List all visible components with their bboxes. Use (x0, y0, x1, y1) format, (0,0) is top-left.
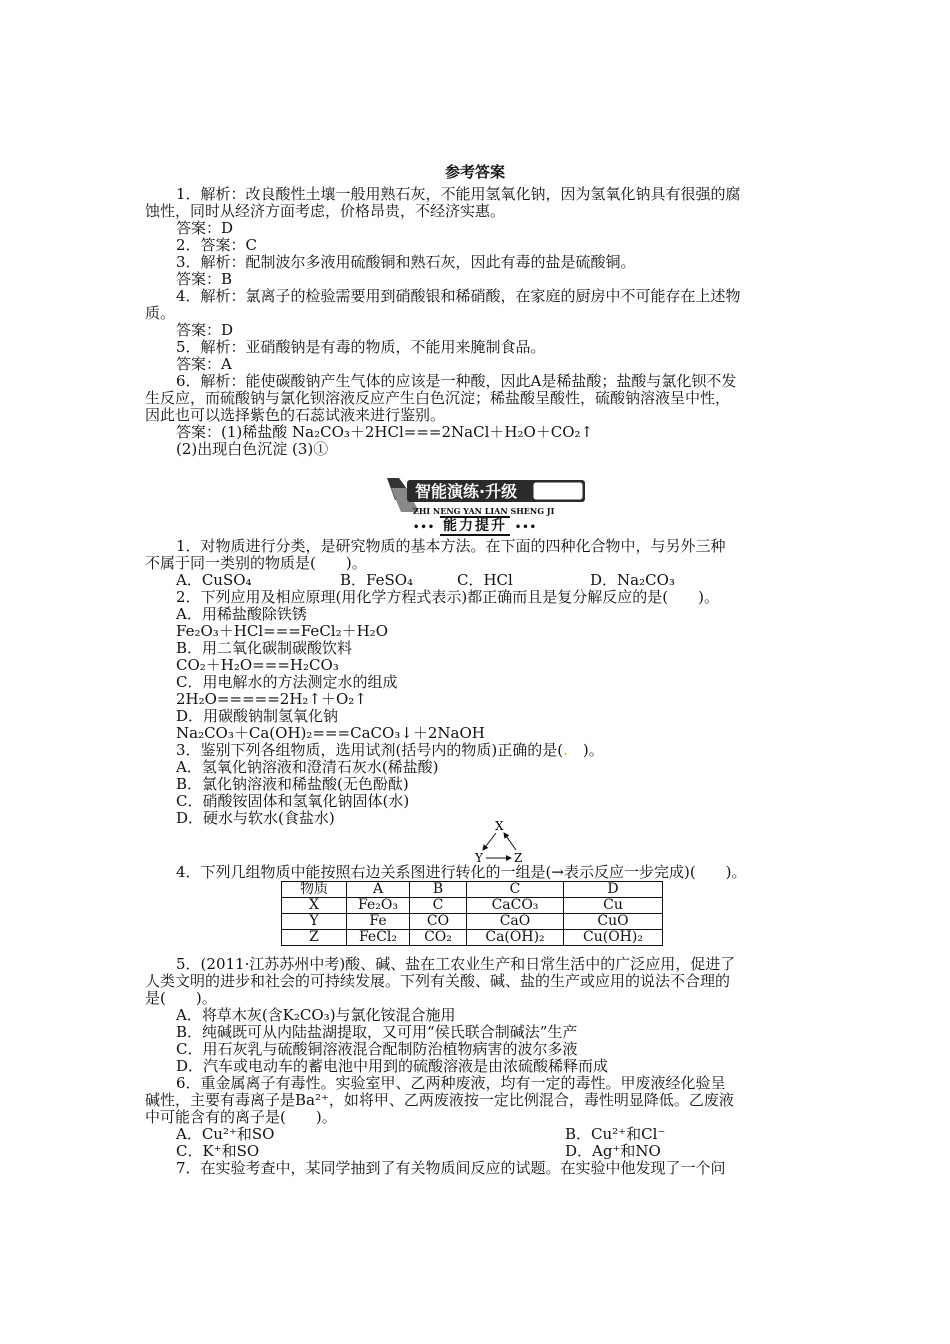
table-cell: CO (410, 914, 467, 930)
q1-stem: 1．对物质进行分类，是研究物质的基本方法。在下面的四种化合物中，与另外三种 (176, 537, 726, 555)
answer-line: 答案：D (176, 219, 234, 237)
table-cell: CuO (564, 914, 663, 930)
answer-line: 5．解析：亚硝酸钠是有毒的物质，不能用来腌制食品。 (176, 338, 546, 356)
q1-option-c: C．HCl (457, 571, 513, 589)
q3-stem (176, 742, 604, 759)
q3-stem-end: )。 (567, 741, 604, 759)
q3-line: C．硝酸铵固体和氢氧化钠固体(水) (176, 792, 410, 810)
q6-option-a: A．Cu²⁺和SO (176, 1125, 275, 1143)
table-header-cell: C (467, 882, 564, 898)
q7-line: 7．在实验考查中，某同学抽到了有关物质间反应的试题。在实验中他发现了一个问 (176, 1159, 726, 1177)
q5-line: B．纯碱既可从内陆盐湖提取，又可用“侯氏联合制碱法”生产 (176, 1023, 578, 1041)
heading-text: 能力提升 (440, 516, 510, 536)
q5-line: 人类文明的进步和社会的可持续发展。下列有关酸、碱、盐的生产或应用的说法不合理的 (145, 972, 731, 990)
q1-stem: 不属于同一类别的物质是( )。 (145, 554, 367, 572)
q2-line: CO₂＋H₂O===H₂CO₃ (176, 656, 339, 674)
q3-line: B．氯化钠溶液和稀盐酸(无色酚酞) (176, 775, 409, 793)
q3-stem-text: 3．鉴别下列各组物质，选用试剂(括号内的物质)正确的是( (176, 741, 564, 759)
table-header-cell: D (564, 882, 663, 898)
diagram-node-y: Y (475, 851, 483, 865)
q2-line: B．用二氧化碳制碳酸饮料 (176, 639, 353, 657)
answer-line: 答案：(1)稀盐酸 Na₂CO₃＋2HCl===2NaCl＋H₂O＋CO₂↑ (176, 423, 594, 441)
banner-pinyin: ZHI NENG YAN LIAN SHENG JI (413, 506, 555, 516)
section-heading (0, 518, 950, 536)
answer-line: 4．解析：氯离子的检验需要用到硝酸银和稀硝酸，在家庭的厨房中不可能存在上述物 (176, 287, 741, 305)
q2-line: 2H₂O=====2H₂↑＋O₂↑ (176, 690, 367, 708)
answer-line: 3．解析：配制波尔多液用硫酸铜和熟石灰，因此有毒的盐是硫酸铜。 (176, 253, 636, 271)
table-row (282, 898, 663, 914)
table-row (282, 930, 663, 946)
table-cell: CaCO₃ (467, 898, 564, 914)
table-cell: Y (282, 914, 347, 930)
table-header-cell: B (410, 882, 467, 898)
answer-line: 2．答案：C (176, 236, 258, 254)
table-cell: Ca(OH)₂ (467, 930, 564, 946)
table-row (282, 914, 663, 930)
answer-line: 答案：A (176, 355, 232, 373)
heading-dots-right: ••• (514, 522, 538, 533)
diagram-node-z: Z (514, 851, 523, 865)
q1-option-d: D．Na₂CO₃ (590, 571, 675, 589)
table-cell: Cu(OH)₂ (564, 930, 663, 946)
table-cell: C (410, 898, 467, 914)
q2-stem: 2．下列应用及相应原理(用化学方程式表示)都正确而且是复分解反应的是( )。 (176, 588, 719, 606)
arrow-x-to-y (483, 833, 496, 850)
q6-line: 碱性，主要有毒离子是Ba²⁺，如将甲、乙两废液按一定比例混合，毒性明显降低。乙废液 (145, 1091, 734, 1109)
q6-option-d: D．Ag⁺和NO (565, 1142, 661, 1160)
q1-option-b: B．FeSO₄ (340, 571, 414, 589)
answer-line: (2)出现白色沉淀 (3)① (176, 440, 329, 458)
diagram-node-x: X (495, 819, 504, 833)
table-cell: Fe (347, 914, 410, 930)
answer-line: 1．解析：改良酸性土壤一般用熟石灰，不能用氢氧化钠，因为氢氧化钠具有很强的腐 (176, 185, 741, 203)
q1-option-a: A．CuSO₄ (176, 571, 252, 589)
q6-option-b: B．Cu²⁺和Cl⁻ (565, 1125, 666, 1143)
q3-stem-mark: . (563, 741, 568, 759)
table-cell: CO₂ (410, 930, 467, 946)
q5-line: 5．(2011·江苏苏州中考)酸、碱、盐在工农业生产和日常生活中的广泛应用，促进了 (176, 955, 736, 973)
answer-line: 生反应，而硫酸钠与氯化钡溶液反应产生白色沉淀；稀盐酸呈酸性，硫酸钠溶液呈中性， (145, 389, 731, 407)
q6-option-c: C．K⁺和SO (176, 1142, 260, 1160)
q5-line: C．用石灰乳与硫酸铜溶液混合配制防治植物病害的波尔多液 (176, 1040, 578, 1058)
answers-title: 参考答案 (444, 163, 505, 181)
q4-table (281, 881, 663, 946)
table-cell: X (282, 898, 347, 914)
conversion-diagram (474, 818, 524, 866)
table-cell: FeCl₂ (347, 930, 410, 946)
table-header-cell: 物质 (282, 882, 347, 898)
q2-line: C．用电解水的方法测定水的组成 (176, 673, 398, 691)
arrow-z-to-x (504, 833, 516, 850)
q2-line: A．用稀盐酸除铁锈 (176, 605, 307, 623)
section-banner (385, 474, 597, 518)
answer-line: 蚀性，同时从经济方面考虑，价格昂贵，不经济实惠。 (145, 202, 506, 220)
q5-line: 是( )。 (145, 989, 217, 1007)
banner-title: 智能演练·升级 (415, 482, 518, 501)
table-cell: CaO (467, 914, 564, 930)
table-cell: Fe₂O₃ (347, 898, 410, 914)
q6-line: 6．重金属离子有毒性。实验室甲、乙两种废液，均有一定的毒性。甲废液经化验呈 (176, 1074, 726, 1092)
answer-line: 答案：D (176, 321, 234, 339)
table-header-row (282, 882, 663, 898)
q4-stem: 4．下列几组物质中能按照右边关系图进行转化的一组是(→表示反应一步完成)( )。 (176, 863, 747, 881)
q5-line: A．将草木灰(含K₂CO₃)与氯化铵混合施用 (176, 1006, 456, 1024)
table-cell: Cu (564, 898, 663, 914)
q2-line: D．用碳酸钠制氢氧化钠 (176, 707, 339, 725)
table-cell: Z (282, 930, 347, 946)
heading-dots-left: ••• (412, 522, 436, 533)
answer-line: 质。 (145, 304, 176, 322)
answer-line: 6．解析：能使碳酸钠产生气体的应该是一种酸，因此A是稀盐酸；盐酸与氯化钡不发 (176, 372, 737, 390)
q3-line: D．硬水与软水(食盐水) (176, 809, 335, 827)
answer-line: 答案：B (176, 270, 233, 288)
q6-line: 中可能含有的离子是( )。 (145, 1108, 337, 1126)
table-header-cell: A (347, 882, 410, 898)
q3-line: A．氢氧化钠溶液和澄清石灰水(稀盐酸) (176, 758, 439, 776)
q2-line: Fe₂O₃＋HCl===FeCl₂＋H₂O (176, 622, 388, 640)
q2-line: Na₂CO₃＋Ca(OH)₂===CaCO₃↓＋2NaOH (176, 724, 485, 742)
answer-line: 因此也可以选择紫色的石蕊试液来进行鉴别。 (145, 406, 446, 424)
q5-line: D．汽车或电动车的蓄电池中用到的硫酸溶液是由浓硫酸稀释而成 (176, 1057, 609, 1075)
